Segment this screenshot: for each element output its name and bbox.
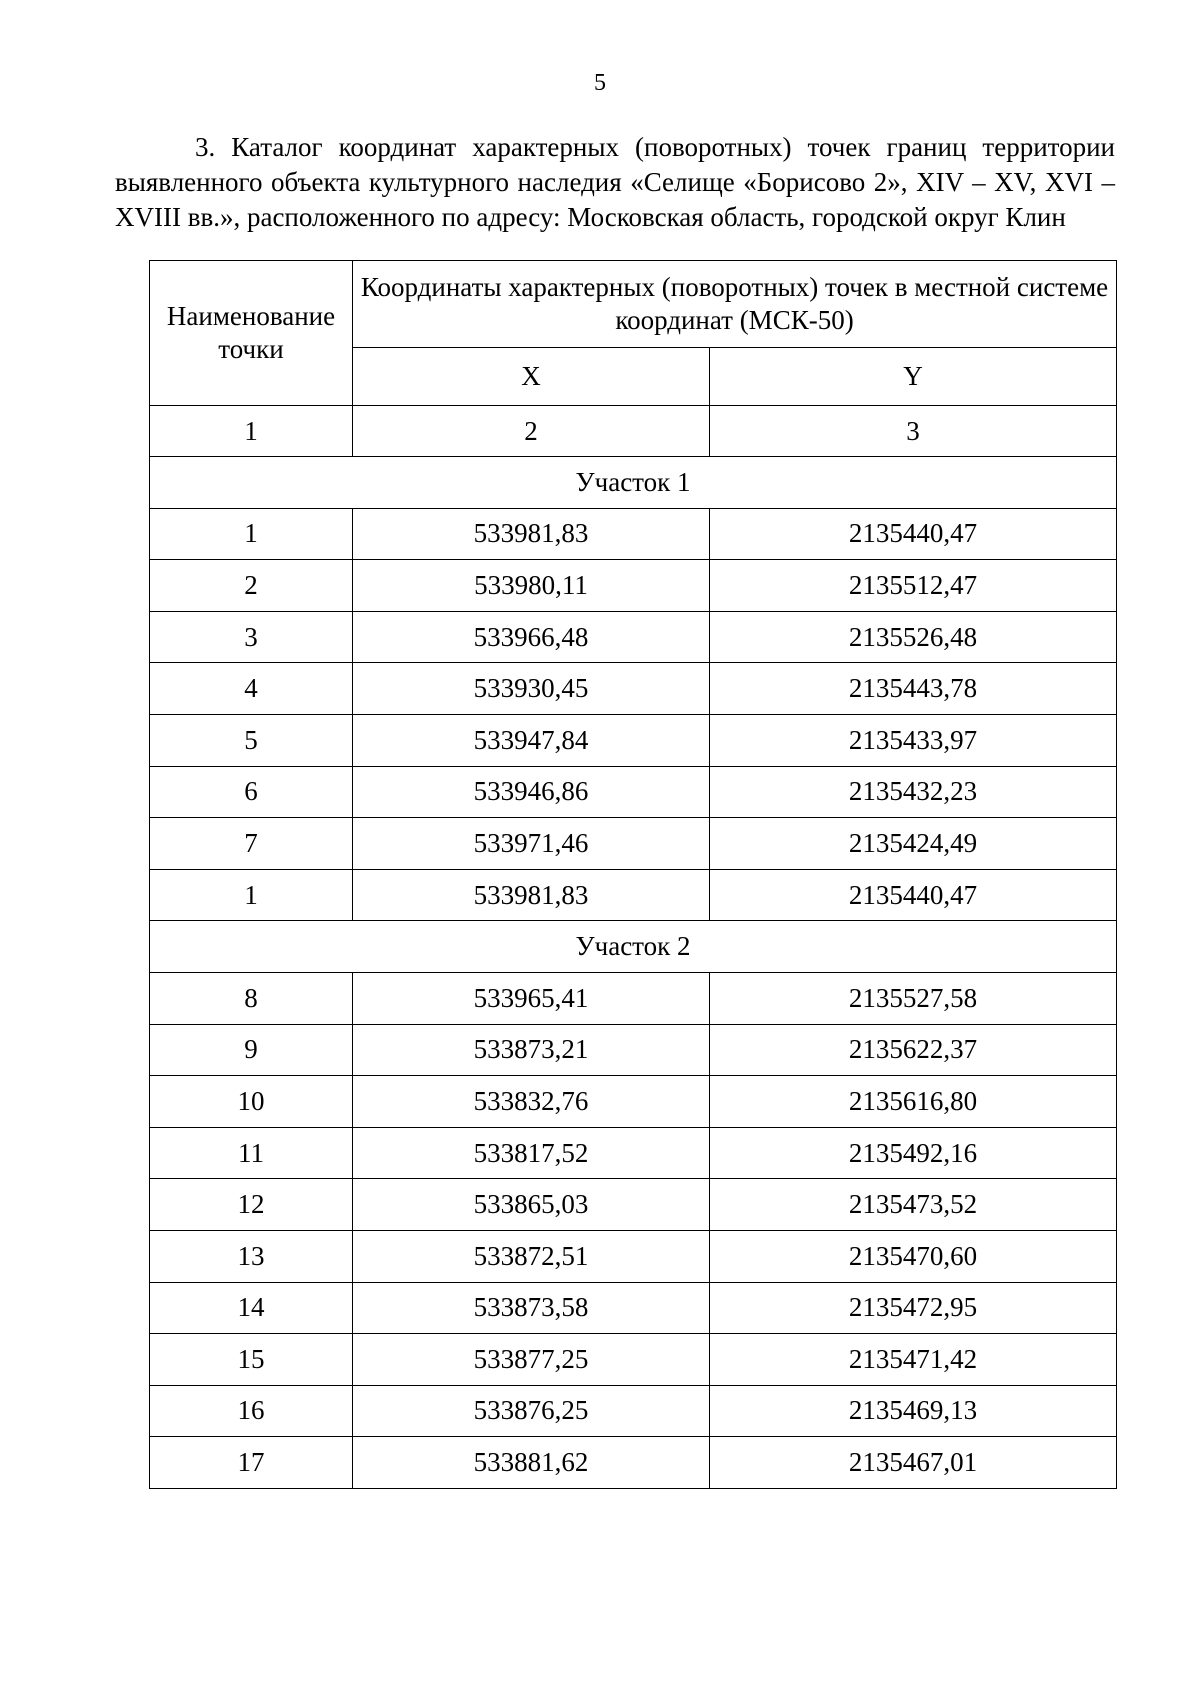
table-row xyxy=(150,1437,1117,1489)
x-coordinate-cell: 533965,41 xyxy=(353,972,710,1024)
table-row xyxy=(150,1076,1117,1128)
x-coordinate-cell: 533981,83 xyxy=(353,508,710,560)
point-name-cell: 10 xyxy=(150,1076,353,1128)
y-coordinate-cell: 2135616,80 xyxy=(710,1076,1117,1128)
table-row xyxy=(150,1024,1117,1076)
column-number-3: 3 xyxy=(710,406,1117,457)
column-number-1: 1 xyxy=(150,406,353,457)
coordinates-table xyxy=(149,260,1117,1489)
section-row xyxy=(150,921,1117,973)
x-coordinate-cell: 533946,86 xyxy=(353,766,710,818)
point-name-cell: 2 xyxy=(150,560,353,612)
y-coordinate-cell: 2135527,58 xyxy=(710,972,1117,1024)
point-name-cell: 1 xyxy=(150,869,353,921)
y-coordinate-cell: 2135512,47 xyxy=(710,560,1117,612)
x-coordinate-cell: 533980,11 xyxy=(353,560,710,612)
y-coordinate-cell: 2135432,23 xyxy=(710,766,1117,818)
table-row xyxy=(150,1230,1117,1282)
point-name-cell: 16 xyxy=(150,1385,353,1437)
y-coordinate-cell: 2135471,42 xyxy=(710,1334,1117,1386)
y-coordinate-cell: 2135433,97 xyxy=(710,714,1117,766)
point-name-cell: 6 xyxy=(150,766,353,818)
y-coordinate-cell: 2135473,52 xyxy=(710,1179,1117,1231)
point-name-cell: 7 xyxy=(150,818,353,870)
point-name-cell: 8 xyxy=(150,972,353,1024)
header-point-name-text: Наименование точки xyxy=(166,301,336,364)
point-name-cell: 1 xyxy=(150,508,353,560)
table-row xyxy=(150,663,1117,715)
table-row xyxy=(150,1127,1117,1179)
table-row xyxy=(150,869,1117,921)
table-row xyxy=(150,508,1117,560)
point-name-cell: 15 xyxy=(150,1334,353,1386)
table-row xyxy=(150,1334,1117,1386)
y-coordinate-cell: 2135492,16 xyxy=(710,1127,1117,1179)
point-name-cell: 11 xyxy=(150,1127,353,1179)
x-coordinate-cell: 533966,48 xyxy=(353,611,710,663)
x-coordinate-cell: 533947,84 xyxy=(353,714,710,766)
x-coordinate-cell: 533817,52 xyxy=(353,1127,710,1179)
table-row xyxy=(150,1385,1117,1437)
table-row xyxy=(150,611,1117,663)
x-coordinate-cell: 533877,25 xyxy=(353,1334,710,1386)
y-coordinate-cell: 2135472,95 xyxy=(710,1282,1117,1334)
point-name-cell: 13 xyxy=(150,1230,353,1282)
point-name-cell: 9 xyxy=(150,1024,353,1076)
header-coordinates xyxy=(353,261,1117,348)
point-name-cell: 4 xyxy=(150,663,353,715)
x-coordinate-cell: 533881,62 xyxy=(353,1437,710,1489)
table-row xyxy=(150,818,1117,870)
point-name-cell: 5 xyxy=(150,714,353,766)
point-name-cell: 12 xyxy=(150,1179,353,1231)
x-coordinate-cell: 533876,25 xyxy=(353,1385,710,1437)
point-name-cell: 17 xyxy=(150,1437,353,1489)
y-coordinate-cell: 2135622,37 xyxy=(710,1024,1117,1076)
x-coordinate-cell: 533981,83 xyxy=(353,869,710,921)
table-row xyxy=(150,766,1117,818)
table-row xyxy=(150,560,1117,612)
y-coordinate-cell: 2135440,47 xyxy=(710,508,1117,560)
header-row xyxy=(150,261,1117,348)
y-coordinate-cell: 2135467,01 xyxy=(710,1437,1117,1489)
x-coordinate-cell: 533873,58 xyxy=(353,1282,710,1334)
y-coordinate-cell: 2135526,48 xyxy=(710,611,1117,663)
catalog-title: 3. Каталог координат характерных (поворотных) точек границ территории выявленного объекта культурного наследия «Селище «Борисово 2», XIV – XV, XVI – XVIII вв.», расположенного по адресу: Московская область, городской округ Клин xyxy=(115,132,1115,232)
table-row xyxy=(150,1282,1117,1334)
section-row xyxy=(150,457,1117,509)
section-title: Участок 1 xyxy=(150,457,1117,509)
point-name-cell: 3 xyxy=(150,611,353,663)
x-coordinate-cell: 533971,46 xyxy=(353,818,710,870)
section-title: Участок 2 xyxy=(150,921,1117,973)
page-number: 5 xyxy=(594,70,606,96)
x-coordinate-cell: 533930,45 xyxy=(353,663,710,715)
y-coordinate-cell: 2135424,49 xyxy=(710,818,1117,870)
point-name-cell: 14 xyxy=(150,1282,353,1334)
header-y: Y xyxy=(710,348,1117,406)
y-coordinate-cell: 2135469,13 xyxy=(710,1385,1117,1437)
table-row xyxy=(150,972,1117,1024)
y-coordinate-cell: 2135470,60 xyxy=(710,1230,1117,1282)
table-row xyxy=(150,714,1117,766)
header-point-name xyxy=(150,261,353,406)
x-coordinate-cell: 533832,76 xyxy=(353,1076,710,1128)
x-coordinate-cell: 533865,03 xyxy=(353,1179,710,1231)
y-coordinate-cell: 2135443,78 xyxy=(710,663,1117,715)
x-coordinate-cell: 533873,21 xyxy=(353,1024,710,1076)
column-number-row xyxy=(150,406,1117,457)
x-coordinate-cell: 533872,51 xyxy=(353,1230,710,1282)
table-row xyxy=(150,1179,1117,1231)
column-number-2: 2 xyxy=(353,406,710,457)
header-coordinates-text: Координаты характерных (поворотных) точек в местной системе координат (МСК-50) xyxy=(360,272,1109,335)
y-coordinate-cell: 2135440,47 xyxy=(710,869,1117,921)
header-x: X xyxy=(353,348,710,406)
